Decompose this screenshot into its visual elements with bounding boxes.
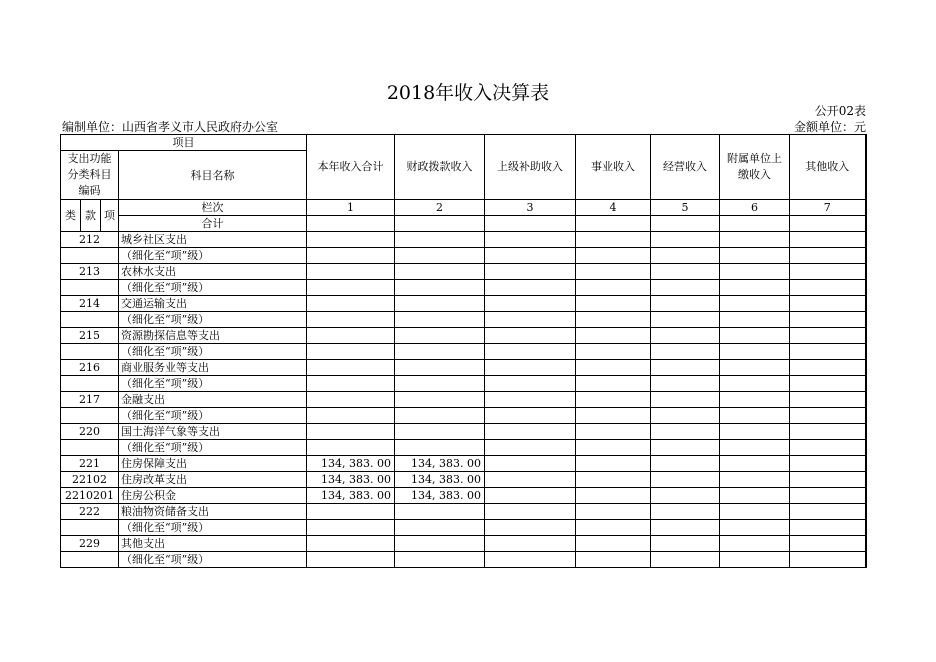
table-row [61, 376, 866, 392]
amount-col-6 [720, 424, 790, 440]
table-row [61, 504, 866, 520]
header-lanci: 栏次 [119, 200, 307, 216]
table-row [61, 536, 866, 552]
amount-col-6 [720, 248, 790, 264]
amount-col-3 [485, 408, 576, 424]
header-kuan: 款 [81, 200, 101, 232]
table-row [61, 328, 866, 344]
amount-col-6 [720, 280, 790, 296]
amount-col-7 [790, 328, 866, 344]
function-code: 221 [61, 456, 119, 472]
amount-col-2 [395, 392, 485, 408]
amount-col-4 [576, 232, 651, 248]
col-num-7: 7 [790, 200, 866, 216]
amount-col-7 [790, 504, 866, 520]
amount-col-7 [790, 552, 866, 568]
subject-name: 城乡社区支出 [119, 232, 307, 248]
amount-col-2 [395, 552, 485, 568]
table-row [61, 344, 866, 360]
amount-col-4 [576, 536, 651, 552]
amount-col-1 [307, 552, 395, 568]
table-row [61, 472, 866, 488]
header-project: 项目 [61, 135, 307, 151]
amount-col-4 [576, 472, 651, 488]
amount-col-1 [307, 392, 395, 408]
subject-name: 交通运输支出 [119, 296, 307, 312]
amount-col-4 [576, 264, 651, 280]
amount-col-2 [395, 280, 485, 296]
amount-col-4 [576, 488, 651, 504]
amount-col-4 [576, 552, 651, 568]
subject-name: 其他支出 [119, 536, 307, 552]
amount-col-6 [720, 312, 790, 328]
table-row [61, 440, 866, 456]
compiling-unit: 编制单位：山西省孝义市人民政府办公室 [62, 120, 279, 134]
amount-col-5 [651, 344, 720, 360]
amount-col-4 [576, 248, 651, 264]
col-num-6: 6 [720, 200, 790, 216]
function-code [61, 248, 119, 264]
amount-col-7 [790, 472, 866, 488]
header-col-2: 财政拨款收入 [395, 135, 485, 200]
header-col-7: 其他收入 [790, 135, 866, 200]
table-row [61, 408, 866, 424]
amount-col-6 [720, 552, 790, 568]
amount-col-3 [485, 472, 576, 488]
amount-col-2 [395, 232, 485, 248]
amount-col-2 [395, 376, 485, 392]
amount-col-7 [790, 376, 866, 392]
amount-col-2 [395, 312, 485, 328]
amount-col-4 [576, 296, 651, 312]
amount-col-5 [651, 376, 720, 392]
col-num-1: 1 [307, 200, 395, 216]
amount-col-7 [790, 248, 866, 264]
amount-col-2 [395, 504, 485, 520]
amount-col-5 [651, 280, 720, 296]
amount-col-5 [651, 408, 720, 424]
amount-col-1 [307, 440, 395, 456]
amount-col-5 [651, 328, 720, 344]
function-code [61, 552, 119, 568]
amount-col-1: 134, 383. 00 [307, 488, 395, 504]
amount-col-3 [485, 376, 576, 392]
amount-col-5 [651, 520, 720, 536]
col-num-4: 4 [576, 200, 651, 216]
header-col-6: 附属单位上缴收入 [720, 135, 790, 200]
subject-name: （细化至“项”级） [119, 344, 307, 360]
amount-col-1 [307, 408, 395, 424]
amount-col-6 [720, 488, 790, 504]
amount-col-4 [576, 440, 651, 456]
amount-col-4 [576, 504, 651, 520]
header-col-1: 本年收入合计 [307, 135, 395, 200]
amount-col-4 [576, 344, 651, 360]
subject-name: （细化至“项”级） [119, 280, 307, 296]
amount-col-4 [576, 360, 651, 376]
col-num-3: 3 [485, 200, 576, 216]
amount-col-1 [307, 520, 395, 536]
amount-col-4 [576, 328, 651, 344]
table-row [61, 232, 866, 248]
function-code [61, 312, 119, 328]
amount-col-6 [720, 520, 790, 536]
amount-col-3 [485, 504, 576, 520]
amount-col-1 [307, 376, 395, 392]
amount-col-3 [485, 440, 576, 456]
amount-col-3 [485, 424, 576, 440]
subject-name: （细化至“项”级） [119, 312, 307, 328]
amount-unit: 金额单位：元 [793, 120, 866, 134]
function-code: 222 [61, 504, 119, 520]
function-code: 22102 [61, 472, 119, 488]
function-code [61, 440, 119, 456]
col-num-2: 2 [395, 200, 485, 216]
col-num-5: 5 [651, 200, 720, 216]
amount-col-7 [790, 440, 866, 456]
amount-col-5 [651, 360, 720, 376]
income-table [60, 134, 867, 568]
amount-col-3 [485, 248, 576, 264]
header-xiang: 项 [101, 200, 119, 232]
subject-name: 住房改革支出 [119, 472, 307, 488]
amount-col-7 [790, 280, 866, 296]
function-code: 220 [61, 424, 119, 440]
amount-col-5 [651, 248, 720, 264]
subject-name: （细化至“项”级） [119, 440, 307, 456]
amount-col-1 [307, 344, 395, 360]
amount-col-3 [485, 296, 576, 312]
amount-col-1 [307, 264, 395, 280]
amount-col-3 [485, 392, 576, 408]
amount-col-2: 134, 383. 00 [395, 456, 485, 472]
amount-col-5 [651, 424, 720, 440]
function-code: 216 [61, 360, 119, 376]
amount-col-1 [307, 280, 395, 296]
amount-col-5 [651, 264, 720, 280]
subject-name: （细化至“项”级） [119, 408, 307, 424]
amount-col-2 [395, 328, 485, 344]
amount-col-6 [720, 456, 790, 472]
amount-col-5 [651, 312, 720, 328]
function-code [61, 376, 119, 392]
amount-col-1: 134, 383. 00 [307, 456, 395, 472]
amount-col-7 [790, 520, 866, 536]
header-lei: 类 [61, 200, 81, 232]
amount-col-3 [485, 456, 576, 472]
amount-col-1 [307, 360, 395, 376]
amount-col-5 [651, 392, 720, 408]
amount-col-1 [307, 248, 395, 264]
amount-col-5 [651, 504, 720, 520]
amount-col-5 [651, 472, 720, 488]
amount-col-6 [720, 328, 790, 344]
amount-col-7 [790, 296, 866, 312]
amount-col-6 [720, 360, 790, 376]
amount-col-3 [485, 312, 576, 328]
subject-name: （细化至“项”级） [119, 520, 307, 536]
function-code [61, 344, 119, 360]
subject-name: （细化至“项”级） [119, 248, 307, 264]
amount-col-3 [485, 520, 576, 536]
function-code: 229 [61, 536, 119, 552]
subject-name: （细化至“项”级） [119, 552, 307, 568]
amount-col-2 [395, 264, 485, 280]
amount-col-7 [790, 344, 866, 360]
function-code: 2210201 [61, 488, 119, 504]
function-code [61, 408, 119, 424]
amount-col-4 [576, 424, 651, 440]
subject-name: 国土海洋气象等支出 [119, 424, 307, 440]
amount-col-1 [307, 424, 395, 440]
amount-col-5 [651, 296, 720, 312]
amount-col-3 [485, 536, 576, 552]
amount-col-1: 134, 383. 00 [307, 472, 395, 488]
amount-col-4 [576, 376, 651, 392]
amount-col-3 [485, 552, 576, 568]
amount-col-6 [720, 264, 790, 280]
table-row [61, 280, 866, 296]
subject-name: 住房公积金 [119, 488, 307, 504]
amount-col-5 [651, 536, 720, 552]
table-row [61, 248, 866, 264]
amount-col-5 [651, 488, 720, 504]
amount-col-6 [720, 376, 790, 392]
function-code: 212 [61, 232, 119, 248]
amount-col-1 [307, 232, 395, 248]
amount-col-5 [651, 232, 720, 248]
amount-col-1 [307, 296, 395, 312]
amount-col-6 [720, 296, 790, 312]
function-code [61, 280, 119, 296]
amount-col-4 [576, 392, 651, 408]
amount-col-2 [395, 536, 485, 552]
amount-col-7 [790, 488, 866, 504]
amount-col-3 [485, 328, 576, 344]
amount-col-4 [576, 280, 651, 296]
amount-col-7 [790, 456, 866, 472]
amount-col-6 [720, 440, 790, 456]
amount-col-7 [790, 232, 866, 248]
amount-col-2 [395, 424, 485, 440]
amount-col-2: 134, 383. 00 [395, 472, 485, 488]
amount-col-7 [790, 424, 866, 440]
amount-col-7 [790, 392, 866, 408]
amount-col-1 [307, 504, 395, 520]
function-code: 213 [61, 264, 119, 280]
subject-name: （细化至“项”级） [119, 376, 307, 392]
amount-col-1 [307, 536, 395, 552]
table-row [61, 552, 866, 568]
amount-col-6 [720, 472, 790, 488]
amount-col-5 [651, 456, 720, 472]
amount-col-3 [485, 280, 576, 296]
function-code: 215 [61, 328, 119, 344]
amount-col-2 [395, 344, 485, 360]
amount-col-7 [790, 360, 866, 376]
function-code [61, 520, 119, 536]
amount-col-3 [485, 360, 576, 376]
amount-col-6 [720, 536, 790, 552]
report-title: 2018年收入决算表 [386, 82, 550, 104]
amount-col-4 [576, 312, 651, 328]
amount-col-5 [651, 552, 720, 568]
amount-col-7 [790, 408, 866, 424]
amount-col-6 [720, 344, 790, 360]
table-row [61, 456, 866, 472]
amount-col-2 [395, 440, 485, 456]
table-row [61, 424, 866, 440]
header-func-code: 支出功能分类科目编码 [61, 151, 119, 200]
subject-name: 住房保障支出 [119, 456, 307, 472]
subject-name: 资源勘探信息等支出 [119, 328, 307, 344]
amount-col-5 [651, 440, 720, 456]
table-row [61, 520, 866, 536]
subject-name: 商业服务业等支出 [119, 360, 307, 376]
table-row [61, 264, 866, 280]
table-row [61, 360, 866, 376]
form-code: 公开02表 [814, 104, 866, 118]
table-row [61, 296, 866, 312]
amount-col-6 [720, 232, 790, 248]
amount-col-1 [307, 312, 395, 328]
amount-col-2 [395, 248, 485, 264]
amount-col-4 [576, 456, 651, 472]
amount-col-7 [790, 264, 866, 280]
table-row [61, 488, 866, 504]
amount-col-3 [485, 488, 576, 504]
subject-name: 农林水支出 [119, 264, 307, 280]
amount-col-7 [790, 536, 866, 552]
amount-col-6 [720, 392, 790, 408]
amount-col-3 [485, 232, 576, 248]
header-col-3: 上级补助收入 [485, 135, 576, 200]
header-subject-name: 科目名称 [119, 151, 307, 200]
amount-col-4 [576, 520, 651, 536]
amount-col-3 [485, 264, 576, 280]
total-label: 合计 [119, 216, 307, 232]
table-row [61, 392, 866, 408]
table-row [61, 312, 866, 328]
amount-col-4 [576, 408, 651, 424]
amount-col-2: 134, 383. 00 [395, 488, 485, 504]
header-col-5: 经营收入 [651, 135, 720, 200]
amount-col-6 [720, 504, 790, 520]
subject-name: 金融支出 [119, 392, 307, 408]
header-col-4: 事业收入 [576, 135, 651, 200]
amount-col-6 [720, 408, 790, 424]
amount-col-2 [395, 520, 485, 536]
function-code: 217 [61, 392, 119, 408]
amount-col-1 [307, 328, 395, 344]
amount-col-2 [395, 360, 485, 376]
amount-col-3 [485, 344, 576, 360]
amount-col-2 [395, 408, 485, 424]
amount-col-7 [790, 312, 866, 328]
function-code: 214 [61, 296, 119, 312]
subject-name: 粮油物资储备支出 [119, 504, 307, 520]
amount-col-2 [395, 296, 485, 312]
